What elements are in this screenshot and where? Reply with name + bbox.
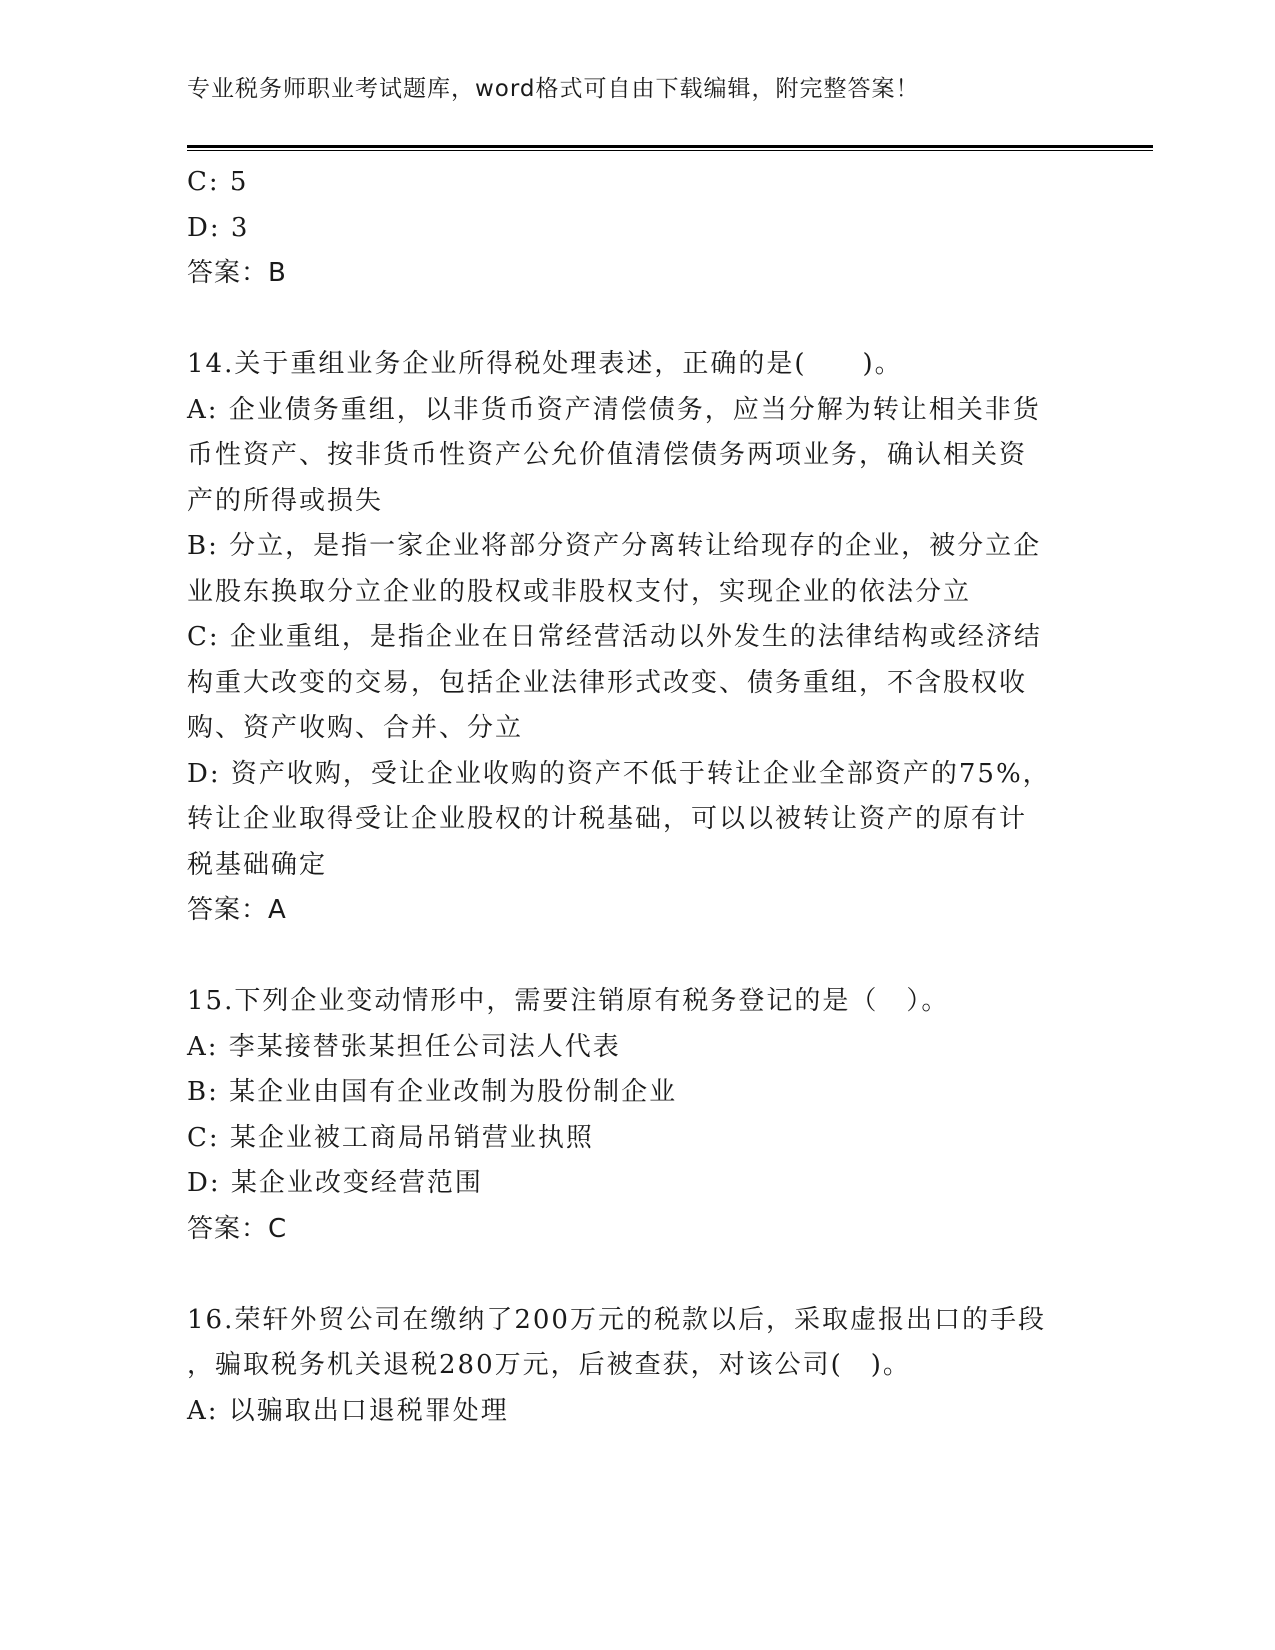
option-c-prev: C: 5 xyxy=(187,167,249,197)
header-rule-thin xyxy=(187,150,1153,151)
q14-option-a-line-3: 产的所得或损失 xyxy=(187,485,384,516)
answer-prev: 答案：B xyxy=(187,258,287,288)
q16-option-a: A: 以骗取出口退税罪处理 xyxy=(187,1395,509,1426)
q15-option-b: B: 某企业由国有企业改制为股份制企业 xyxy=(187,1077,678,1107)
q15-answer: 答案：C xyxy=(187,1213,288,1244)
q14-option-b-line-1: B: 分立，是指一家企业将部分资产分离转让给现存的企业，被分立企 xyxy=(187,531,1042,561)
page-header: 专业税务师职业考试题库，word格式可自由下载编辑，附完整答案！ xyxy=(187,76,920,102)
q14-option-d-line-3: 税基础确定 xyxy=(187,849,328,880)
spacer xyxy=(187,297,1087,343)
q15-option-a: A: 李某接替张某担任公司法人代表 xyxy=(187,1031,621,1062)
q14-option-c-line-2: 构重大改变的交易，包括企业法律形式改变、债务重组，不含股权收 xyxy=(187,667,1028,698)
q15-option-c: C: 某企业被工商局吊销营业执照 xyxy=(187,1122,594,1153)
spacer xyxy=(187,1252,1087,1298)
q15-option-d: D: 某企业改变经营范围 xyxy=(187,1168,483,1198)
document-body xyxy=(187,160,1087,1434)
q14-option-b-line-2: 业股东换取分立企业的股权或非股权支付，实现企业的依法分立 xyxy=(187,576,972,607)
q14-option-d-line-1: D: 资产收购，受让企业收购的资产不低于转让企业全部资产的75%， xyxy=(187,758,1051,789)
spacer xyxy=(187,934,1087,980)
question-16-line-1: 16.荣轩外贸公司在缴纳了200万元的税款以后，采取虚报出口的手段 xyxy=(187,1304,1046,1335)
q14-answer: 答案：A xyxy=(187,895,287,925)
q14-option-c-line-1: C: 企业重组，是指企业在日常经营活动以外发生的法律结构或经济结 xyxy=(187,622,1042,652)
question-15: 15.下列企业变动情形中，需要注销原有税务登记的是（ ）。 xyxy=(187,986,950,1016)
question-16-line-2: ，骗取税务机关退税280万元，后被查获，对该公司( )。 xyxy=(187,1350,911,1380)
option-d-prev: D: 3 xyxy=(187,212,250,243)
q14-option-d-line-2: 转让企业取得受让企业股权的计税基础，可以以被转让资产的原有计 xyxy=(187,804,1028,834)
q14-option-a-line-2: 币性资产、按非货币性资产公允价值清偿债务两项业务，确认相关资 xyxy=(187,440,1028,470)
q14-option-c-line-3: 购、资产收购、合并、分立 xyxy=(187,713,524,743)
header-rule-thick xyxy=(187,145,1153,148)
q14-option-a-line-1: A: 企业债务重组，以非货币资产清偿债务，应当分解为转让相关非货 xyxy=(187,394,1041,425)
question-14: 14.关于重组业务企业所得税处理表述，正确的是( )。 xyxy=(187,349,903,379)
